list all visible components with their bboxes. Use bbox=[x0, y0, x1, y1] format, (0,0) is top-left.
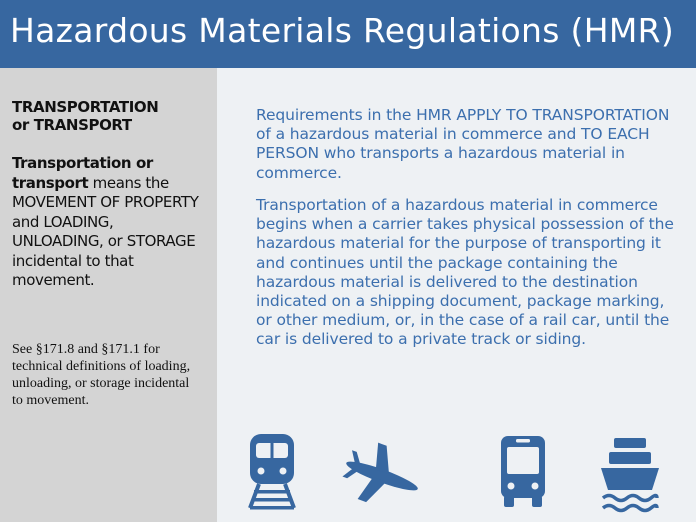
definition-term bbox=[12, 98, 207, 134]
definition-term-line1: TRANSPORTATION bbox=[12, 98, 159, 116]
definition-term-line2: or TRANSPORT bbox=[12, 116, 132, 134]
paragraph-requirements: Requirements in the HMR APPLY TO TRANSPORTATION of a hazardous material in commerce and TO EACH PERSON who transports a hazardous material in commerce. bbox=[256, 106, 670, 182]
page-title: Hazardous Materials Regulations (HMR) bbox=[10, 11, 675, 50]
train-icon bbox=[245, 428, 299, 522]
definition-bold: Transportation or transport bbox=[12, 154, 153, 192]
ship-icon bbox=[598, 428, 662, 522]
main-content bbox=[217, 68, 696, 522]
airplane-icon bbox=[339, 428, 425, 522]
paragraph-transport-begins: Transportation of a hazardous material in commerce begins when a carrier takes physical possession of the hazardous material for the purpose of transporting it and continues until the package containing the hazardous material is delivered to the destination indicated on a shipping document, package marking, or other medium, or, in the case of a rail car, until the car is delivered to a private track or siding. bbox=[256, 196, 674, 349]
sidebar bbox=[0, 68, 217, 522]
definition-rest: means the MOVEMENT OF PROPERTY and LOADING, UNLOADING, or STORAGE incidental to that movement. bbox=[12, 173, 199, 289]
transport-icons bbox=[217, 428, 696, 522]
definition-note: See §171.8 and §171.1 for technical definitions of loading, unloading, or storage incidental to movement. bbox=[12, 342, 191, 408]
bus-icon bbox=[496, 428, 550, 522]
header-banner bbox=[0, 0, 696, 68]
definition-text bbox=[12, 154, 207, 291]
